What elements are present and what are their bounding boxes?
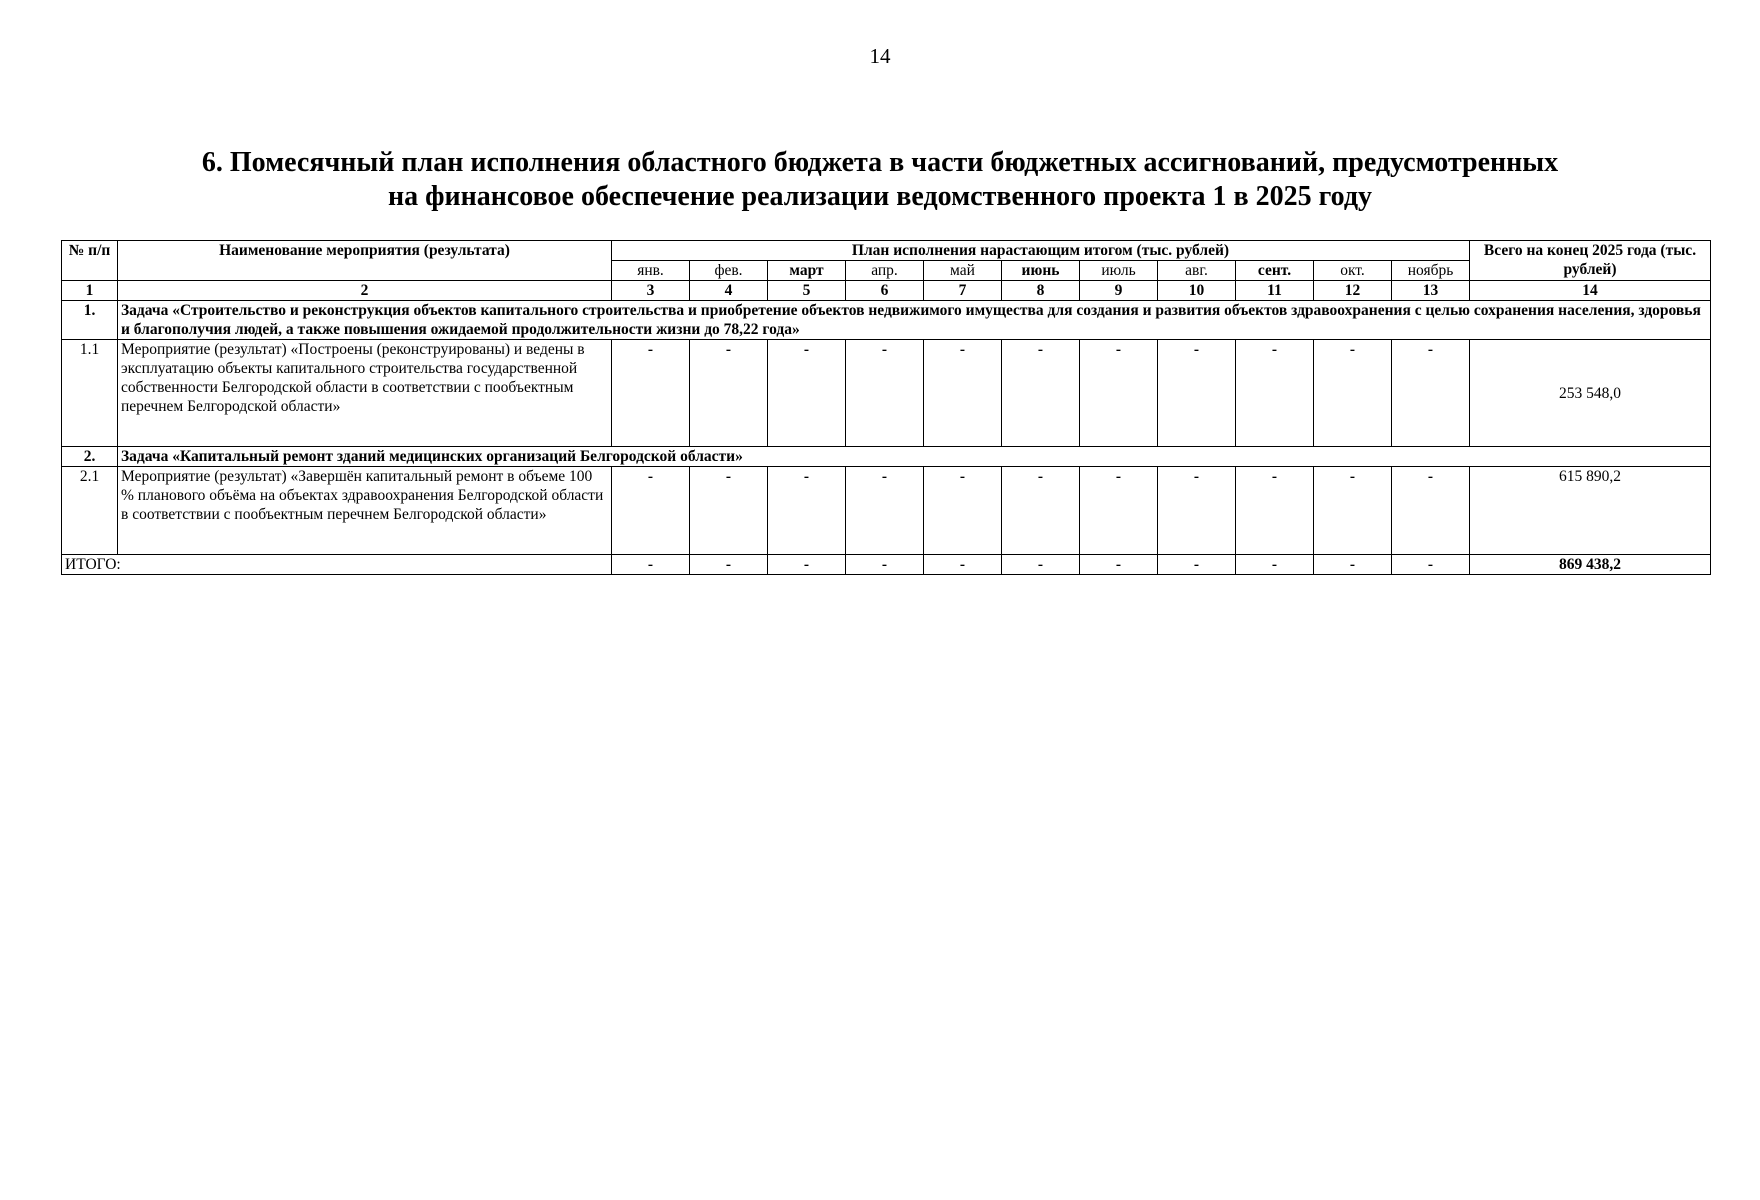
column-number: 2: [118, 281, 612, 301]
month-value: -: [1314, 340, 1392, 447]
month-value: -: [768, 467, 846, 555]
month-value: -: [1158, 467, 1236, 555]
total-row: [62, 555, 1711, 575]
month-header: март: [768, 261, 846, 281]
month-header: апр.: [846, 261, 924, 281]
page-number: 14: [869, 44, 891, 68]
row-number: 2.: [62, 447, 118, 467]
header-total: Всего на конец 2025 года (тыс. рублей): [1470, 241, 1711, 281]
total-month-value: -: [846, 555, 924, 575]
month-value: -: [1002, 340, 1080, 447]
row-number: 1.: [62, 301, 118, 340]
item-text: Мероприятие (результат) «Завершён капитальный ремонт в объеме 100 % планового объёма на объектах здравоохранения Белгородской области в соответствии с пообъектным перечнем Белгородской области»: [118, 467, 612, 555]
month-value: -: [612, 467, 690, 555]
total-month-value: -: [1080, 555, 1158, 575]
header-num: № п/п: [62, 241, 118, 281]
month-value: -: [768, 340, 846, 447]
month-value: -: [1080, 467, 1158, 555]
month-value: -: [924, 467, 1002, 555]
month-header: май: [924, 261, 1002, 281]
month-header: авг.: [1158, 261, 1236, 281]
document-title: [0, 146, 1760, 214]
document-title-line-1: 6. Помесячный план исполнения областного бюджета в части бюджетных ассигнований, предусмотренных: [201, 147, 1559, 178]
total-month-value: -: [1002, 555, 1080, 575]
month-value: -: [1314, 467, 1392, 555]
total-month-value: -: [690, 555, 768, 575]
document-title-line-2: на финансовое обеспечение реализации ведомственного проекта 1 в 2025 году: [387, 181, 1373, 212]
task-text: Задача «Капитальный ремонт зданий медицинских организаций Белгородской области»: [118, 447, 1711, 467]
month-value: -: [1392, 467, 1470, 555]
month-value: -: [1392, 340, 1470, 447]
header-plan: План исполнения нарастающим итогом (тыс. рублей): [612, 241, 1470, 261]
total-month-value: -: [612, 555, 690, 575]
month-value: -: [1236, 467, 1314, 555]
table-row: [62, 467, 1711, 555]
month-value: -: [1236, 340, 1314, 447]
row-number: 1.1: [62, 340, 118, 447]
month-value: -: [924, 340, 1002, 447]
total-month-value: -: [1158, 555, 1236, 575]
column-number: 9: [1080, 281, 1158, 301]
month-value: -: [846, 340, 924, 447]
column-number: 12: [1314, 281, 1392, 301]
column-number: 1: [62, 281, 118, 301]
month-header: янв.: [612, 261, 690, 281]
column-number: 8: [1002, 281, 1080, 301]
column-number: 6: [846, 281, 924, 301]
column-number: 7: [924, 281, 1002, 301]
column-number: 13: [1392, 281, 1470, 301]
month-value: -: [1158, 340, 1236, 447]
column-number: 11: [1236, 281, 1314, 301]
row-total: 615 890,2: [1470, 467, 1711, 555]
row-total: 253 548,0: [1470, 340, 1711, 447]
task-text: Задача «Строительство и реконструкция объектов капитального строительства и приобретение объектов недвижимого имущества для создания и развития объектов здравоохранения с целью сохранения населения, здоровья и благополучия людей, а также повышения ожидаемой продолжительности жизни до 78,22 года»: [118, 301, 1711, 340]
column-number: 5: [768, 281, 846, 301]
total-label: ИТОГО:: [62, 555, 612, 575]
item-text: Мероприятие (результат) «Построены (реконструированы) и ведены в эксплуатацию объекты капитального строительства государственной собственности Белгородской области в соответствии с пообъектным перечнем Белгородской области»: [118, 340, 612, 447]
total-month-value: -: [1314, 555, 1392, 575]
column-number: 4: [690, 281, 768, 301]
table-header-row: [62, 241, 1711, 261]
month-header: июль: [1080, 261, 1158, 281]
grand-total: 869 438,2: [1470, 555, 1711, 575]
month-header: ноябрь: [1392, 261, 1470, 281]
month-header: фев.: [690, 261, 768, 281]
budget-plan-table: [61, 240, 1711, 575]
total-month-value: -: [924, 555, 1002, 575]
column-number-row: [62, 281, 1711, 301]
month-value: -: [1080, 340, 1158, 447]
header-name: Наименование мероприятия (результата): [118, 241, 612, 281]
total-month-value: -: [1236, 555, 1314, 575]
month-header: июнь: [1002, 261, 1080, 281]
month-value: -: [690, 467, 768, 555]
total-month-value: -: [1392, 555, 1470, 575]
column-number: 14: [1470, 281, 1711, 301]
table-row: [62, 340, 1711, 447]
month-header: сент.: [1236, 261, 1314, 281]
month-value: -: [1002, 467, 1080, 555]
month-value: -: [612, 340, 690, 447]
task-row: [62, 447, 1711, 467]
task-row: [62, 301, 1711, 340]
month-value: -: [846, 467, 924, 555]
column-number: 10: [1158, 281, 1236, 301]
total-month-value: -: [768, 555, 846, 575]
row-number: 2.1: [62, 467, 118, 555]
column-number: 3: [612, 281, 690, 301]
month-value: -: [690, 340, 768, 447]
month-header: окт.: [1314, 261, 1392, 281]
